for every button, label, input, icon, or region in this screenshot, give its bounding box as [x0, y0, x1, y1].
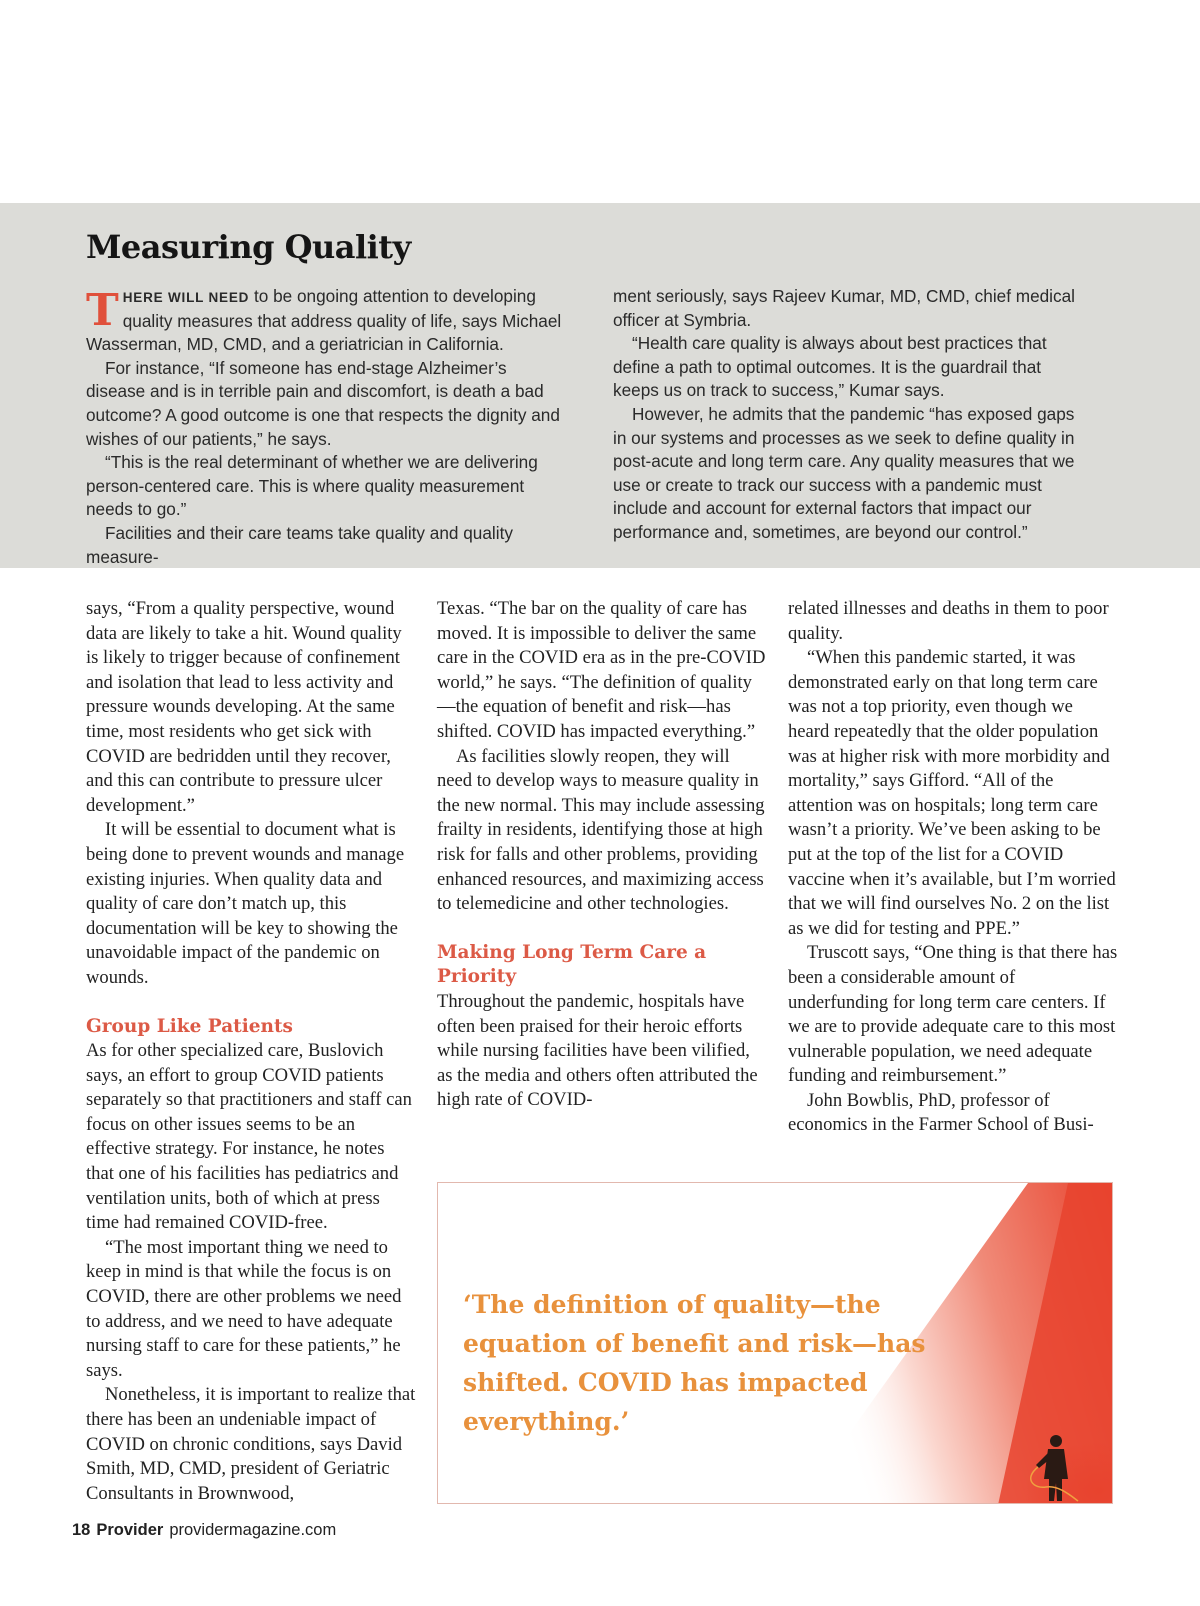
sidebar-paragraph: “Health care quality is always about best practices that define a path to optimal outcomes. It is the guardrail that keeps us on track to success,” Kumar says.: [613, 333, 1047, 401]
sidebar-paragraph: [86, 285, 564, 357]
page-number: 18: [72, 1521, 91, 1539]
dropcap: T: [86, 285, 119, 336]
sidebar-column-1: [86, 285, 564, 569]
body-paragraph: Truscott says, “One thing is that there has been a considerable amount of underfunding for long term care centers. If we are to provide adequate care to this most vulnerable population, we need adequate funding and reimbursement.”: [788, 942, 1118, 1087]
body-paragraph: As facilities slowly reopen, they will need to develop ways to measure quality in the new normal. This may include assessing frailty in residents, identifying those at high risk for falls and other problems, providing enhanced resources, and maximizing access to telemedicine and other technologies.: [437, 745, 765, 915]
body-paragraph: “When this pandemic started, it was demonstrated early on that long term care was not a top priority, even though we heard repeatedly that the older population was at higher risk with more morbidity and mortality,” says Gifford. “All of the attention was on hospitals; long term care wasn’t a priority. We’ve been asking to be put at the top of the list for a COVID vaccine when it’s available, but I’m worried that we will find ourselves No. 2 on the list as we did for testing and PPE.”: [788, 647, 1116, 939]
subhead-long-term-care-priority: Making Long Term Care a Priority: [437, 941, 707, 988]
sidebar-paragraph: “This is the real determinant of whether we are delivering person-centered care. This is where quality measurement needs to go.”: [86, 452, 538, 520]
body-paragraph: Nonetheless, it is important to realize that there has been an undeniable impact of COVID on chronic conditions, says David Smith, MD, CMD, president of Geriatric Consultants in Brownwood,: [86, 1384, 416, 1504]
subhead-group-like-patients: Group Like Patients: [86, 1015, 293, 1037]
page-footer: [72, 1521, 336, 1540]
magazine-url: providermagazine.com: [169, 1521, 337, 1539]
body-column-3: [788, 597, 1118, 1138]
sidebar-paragraph: Facilities and their care teams take quality and quality measure-: [86, 522, 513, 567]
sidebar-paragraph: However, he admits that the pandemic “has exposed gaps in our systems and processes as we seek to define quality in post-acute and long term care. Any quality measures that we use or create to track our success with a pandemic must include and account for external factors that impact our performance and, sometimes, are beyond our control.”: [613, 403, 1075, 542]
body-paragraph: related illnesses and deaths in them to poor quality.: [788, 598, 1109, 644]
sidebar-title: Measuring Quality: [86, 228, 411, 266]
body-paragraph: says, “From a quality perspective, wound data are likely to take a hit. Wound quality is likely to trigger because of confinement and isolation that lead to less activity and pressure wounds developing. At the same time, most residents who get sick with COVID are bedridden until they recover, and this can contribute to pressure ulcer development.”: [86, 598, 402, 816]
sidebar-paragraph: For instance, “If someone has end-stage Alzheimer’s disease and is in terrible pain and discomfort, is death a bad outcome? A good outcome is one that respects the dignity and wishes of our patients,” he says.: [86, 357, 560, 449]
sidebar-column-2: [613, 285, 1091, 545]
body-column-2: [437, 597, 767, 1113]
pull-quote-text: ‘The definition of quality—the equation of benefit and risk—has shifted. COVID has impacted everything.’: [463, 1290, 926, 1436]
body-paragraph: As for other specialized care, Buslovich says, an effort to group COVID patients separately so that practitioners and staff can focus on other issues seems to be an effective strategy. For instance, he notes that one of his facilities has pediatrics and ventilation units, both of which at press time had remained COVID-free.: [86, 1040, 412, 1234]
sidebar-paragraph: ment seriously, says Rajeev Kumar, MD, CMD, chief medical officer at Symbria.: [613, 286, 1075, 330]
body-paragraph: Texas. “The bar on the quality of care has moved. It is impossible to deliver the same care in the COVID era as in the pre-COVID world,” he says. “The definition of quality—the equation of benefit and risk—has shifted. COVID has impacted everything.”: [437, 598, 766, 742]
magazine-name: Provider: [96, 1521, 164, 1539]
body-paragraph: Throughout the pandemic, hospitals have often been praised for their heroic efforts while nursing facilities have been vilified, as the media and others often attributed the high rate of COVID-: [437, 990, 758, 1111]
lead-smallcaps: HERE WILL NEED: [122, 290, 250, 305]
pull-quote-box: [437, 1182, 1113, 1504]
body-paragraph: John Bowblis, PhD, professor of economics in the Farmer School of Busi-: [788, 1089, 1094, 1136]
body-paragraph: “The most important thing we need to keep in mind is that while the focus is on COVID, there are other problems we need to address, and we need to have adequate nursing staff to care for these patients,” he says.: [86, 1236, 402, 1381]
sidebar-paragraph-text: to be ongoing attention to developing quality measures that address quality of life, says Michael Wasserman, MD, CMD, and a geriatrician in California.: [86, 286, 562, 355]
body-column-1: [86, 597, 416, 1506]
body-paragraph: It will be essential to document what is being done to prevent wounds and manage existing injuries. When quality data and quality of care don’t match up, this documentation will be key to showing the unavoidable impact of the pandemic on wounds.: [86, 819, 405, 988]
